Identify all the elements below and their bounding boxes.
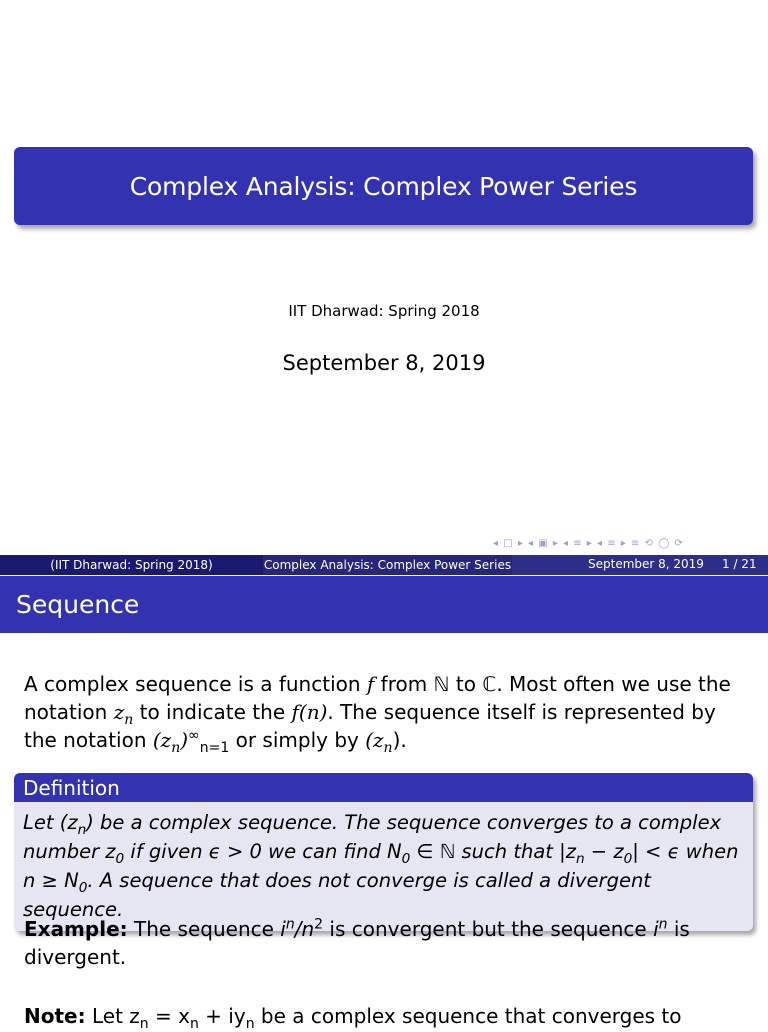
example-paragraph: Example: The sequence $i^n/n^2$ is convergent but the sequence $i^n$ is divergent.: [24, 916, 690, 969]
presentation-date: September 8, 2019: [282, 351, 486, 375]
note-label: Note:: [24, 1004, 86, 1028]
presentation-title: Complex Analysis: Complex Power Series: [129, 171, 638, 201]
definition-block: [14, 773, 753, 931]
footer-date: September 8, 2019: [588, 557, 704, 571]
footer-page-number: 1 / 21: [722, 557, 757, 571]
frame-header: [0, 576, 768, 633]
footer-author: (IIT Dharwad: Spring 2018): [0, 555, 263, 575]
example-label: Example:: [24, 917, 128, 941]
note-paragraph: Note: Let $z_n = x_n + iy_n$ be a complex sequence that converges to: [24, 1004, 682, 1032]
title-box: [14, 147, 753, 225]
frame-title: Sequence: [16, 590, 140, 619]
beamer-navigation-icons[interactable]: ◂ □ ▸ ◂ ▣ ▸ ◂ ≡ ▸ ◂ ≡ ▸ ≡ ⟲ ◯ ⟳: [493, 538, 684, 549]
definition-heading: Definition: [14, 773, 753, 802]
footer-title: Complex Analysis: Complex Power Series: [263, 555, 512, 575]
intro-paragraph: A complex sequence is a function f from ℕ to ℂ. Most often we use the notation $z_n$ to indicate the f(n). The sequence itself is represented by the notation $(z_n)^\infty_{n=1}$ or simply by $(z_n)$.: [24, 672, 731, 756]
institute: IIT Dharwad: Spring 2018: [288, 302, 480, 320]
definition-body: Let $(z_n)$ be a complex sequence. The sequence converges to a complex number $z_0$ if given ϵ > 0 we can find $N_0$ ∈ ℕ such that $|z_n - z_0| < \epsilon$ when $n \ge N_0$. A sequence that does not converge is called a divergent sequence.: [14, 802, 753, 931]
slide-footer: [0, 555, 768, 575]
